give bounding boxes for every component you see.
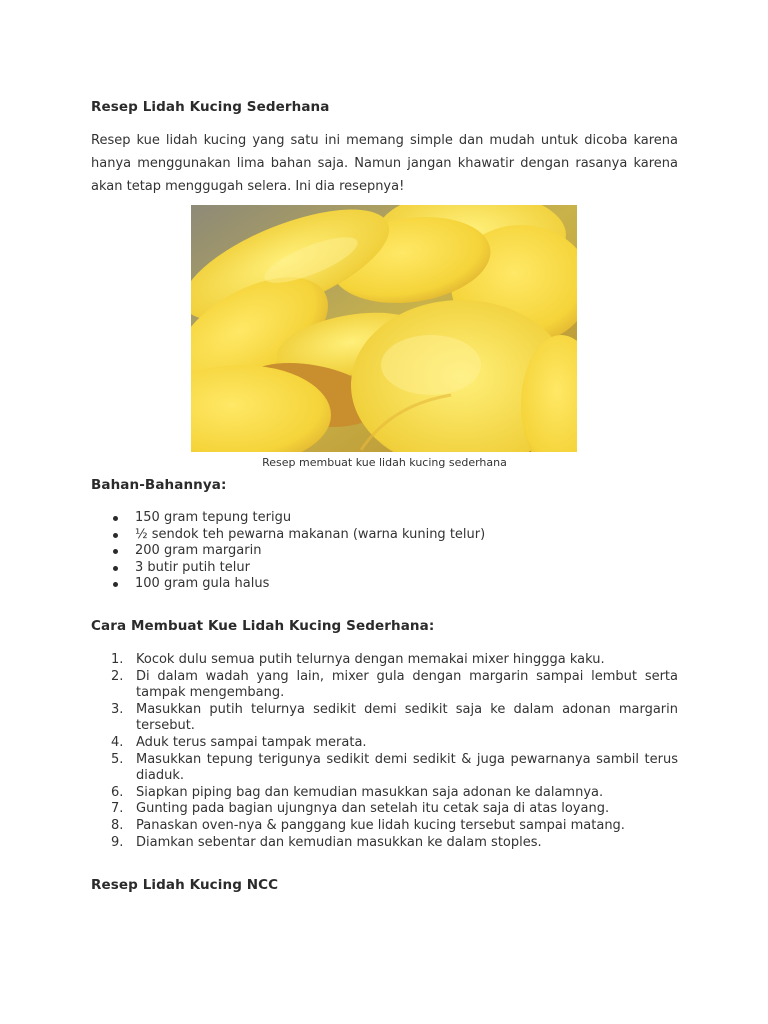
list-item: 1. Kocok dulu semua putih telurnya dengan memakai mixer hinggga kaku. xyxy=(111,652,605,667)
bullet-icon xyxy=(113,566,118,571)
list-item: 4. Aduk terus sampai tampak merata. xyxy=(111,734,367,750)
bullet-icon xyxy=(113,582,118,587)
section-title-ncc: Resep Lidah Kucing NCC xyxy=(91,877,279,893)
section-title-sederhana: Resep Lidah Kucing Sederhana xyxy=(91,99,330,115)
photo-caption: Resep membuat kue lidah kucing sederhana xyxy=(262,456,507,469)
intro-paragraph: Resep kue lidah kucing yang satu ini memang simple dan mudah untuk dicoba karena hanya menggunakan lima bahan saja. Namun jangan khawatir dengan rasanya karena akan tetap menggugah selera. Ini dia resepnya! xyxy=(91,133,678,194)
list-item: 6. Siapkan piping bag dan kemudian masukkan saja adonan ke dalamnya. xyxy=(111,784,604,800)
list-item: 8. Panaskan oven-nya & panggang kue lidah kucing tersebut sampai matang. xyxy=(111,817,625,833)
list-item: 5. Masukkan tepung terigunya sedikit demi sedikit & juga pewarnanya sambil terus diaduk. xyxy=(111,751,678,784)
list-item: 200 gram margarin xyxy=(91,543,485,560)
steps-list xyxy=(91,652,678,851)
list-item: 150 gram tepung terigu xyxy=(91,510,485,527)
ingredients-title: Bahan-Bahannya: xyxy=(91,477,227,493)
list-item: 9. Diamkan sebentar dan kemudian masukkan ke dalam stoples. xyxy=(111,834,542,850)
bullet-icon xyxy=(113,516,118,521)
list-item: 100 gram gula halus xyxy=(91,576,485,593)
ingredients-list xyxy=(91,510,485,593)
method-title: Cara Membuat Kue Lidah Kucing Sederhana: xyxy=(91,618,435,634)
bullet-icon xyxy=(113,533,118,538)
list-item: ½ sendok teh pewarna makanan (warna kuning telur) xyxy=(91,527,485,544)
list-item: 2. Di dalam wadah yang lain, mixer gula dengan margarin sampai lembut serta tampak mengembang. xyxy=(111,668,678,701)
bullet-icon xyxy=(113,549,118,554)
list-item: 7. Gunting pada bagian ujungnya dan setelah itu cetak saja di atas loyang. xyxy=(111,801,610,817)
cookie-photo xyxy=(191,205,577,452)
list-item: 3. Masukkan putih telurnya sedikit demi sedikit saja ke dalam adonan margarin tersebut. xyxy=(111,701,678,734)
list-item: 3 butir putih telur xyxy=(91,560,485,577)
